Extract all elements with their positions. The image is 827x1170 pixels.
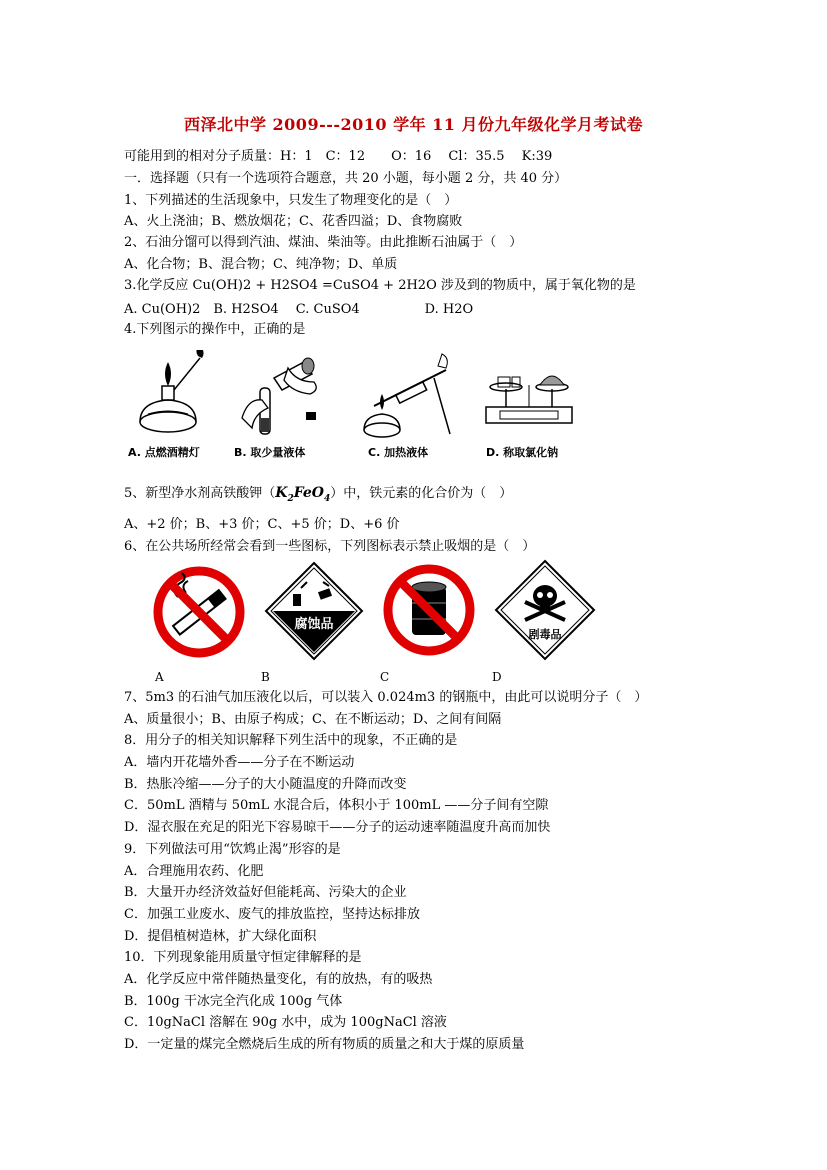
section-heading: 一．选择题（只有一个选项符合题意，共 20 小题，每小题 2 分，共 40 分） bbox=[124, 171, 568, 186]
question-4: 4.下列图示的操作中，正确的是 bbox=[124, 322, 306, 337]
corrosive-label: 腐蚀品 bbox=[294, 617, 334, 632]
question-9: 9．下列做法可用“饮鸩止渴”形容的是 bbox=[124, 842, 341, 857]
question-9-option-c: C．加强工业废水、废气的排放监控，坚持达标排放 bbox=[124, 907, 420, 922]
question-5 bbox=[124, 485, 512, 507]
sign-letter-a: A bbox=[155, 670, 164, 684]
question-10: 10．下列现象能用质量守恒定律解释的是 bbox=[124, 950, 362, 965]
formula-k2feo4: $K_2FeO_4$ bbox=[275, 485, 331, 504]
balance-scale-icon bbox=[480, 355, 580, 435]
toxic-label: 剧毒品 bbox=[528, 628, 562, 641]
question-10-option-b: B．100g 干冰完全汽化成 100g 气体 bbox=[124, 994, 343, 1009]
question-1: 1、下列描述的生活现象中，只发生了物理变化的是（ ） bbox=[124, 193, 458, 208]
question-1-options: A、火上浇油；B、燃放烟花；C、花香四溢；D、食物腐败 bbox=[124, 214, 463, 229]
question-7: 7、5m3 的石油气加压液化以后，可以装入 0.024m3 的钢瓶中，由此可以说明分子（ ） bbox=[124, 690, 648, 705]
question-2: 2、石油分馏可以得到汽油、煤油、柴油等。由此推断石油属于（ ） bbox=[124, 235, 523, 250]
caption-c: C. 加热液体 bbox=[368, 446, 429, 459]
question-8-option-c: C．50mL 酒精与 50mL 水混合后，体积小于 100mL ——分子间有空隙 bbox=[124, 798, 549, 813]
no-smoking-icon bbox=[150, 563, 248, 661]
caption-a: A. 点燃酒精灯 bbox=[128, 446, 200, 459]
caption-b: B. 取少量液体 bbox=[234, 446, 306, 459]
question-2-options: A、化合物；B、混合物；C、纯净物；D、单质 bbox=[124, 257, 398, 272]
question-8-option-a: A．墙内开花墙外香——分子在不断运动 bbox=[124, 755, 355, 770]
question-8-option-d: D．湿衣服在充足的阳光下容易晾干——分子的运动速率随温度升高而加快 bbox=[124, 820, 551, 835]
question-9-option-b: B．大量开办经济效益好但能耗高、污染大的企业 bbox=[124, 885, 407, 900]
page-title: 西泽北中学 2009---2010 学年 11 月份九年级化学月考试卷 bbox=[183, 115, 644, 134]
question-6: 6、在公共场所经常会看到一些图标，下列图标表示禁止吸烟的是（ ） bbox=[124, 539, 536, 554]
question-9-option-d: D．提倡植树造林，扩大绿化面积 bbox=[124, 929, 317, 944]
heating-test-tube-icon bbox=[354, 348, 464, 443]
question-3: 3.化学反应 Cu(OH)2 + H2SO4 =CuSO4 + 2H2O 涉及到的物质中，属于氧化物的是 bbox=[124, 278, 636, 293]
caption-d: D. 称取氯化钠 bbox=[486, 446, 559, 459]
question-7-options: A、质量很小；B、由原子构成；C、在不断运动；D、之间有间隔 bbox=[124, 712, 502, 727]
question-10-option-c: C．10gNaCl 溶解在 90g 水中，成为 100gNaCl 溶液 bbox=[124, 1015, 447, 1030]
question-10-option-d: D．一定量的煤完全燃烧后生成的所有物质的质量之和大于煤的原质量 bbox=[124, 1037, 525, 1052]
sign-letter-d: D bbox=[492, 670, 502, 684]
question-8-option-b: B．热胀冷缩——分子的大小随温度的升降而改变 bbox=[124, 777, 407, 792]
question-10-option-a: A．化学反应中常伴随热量变化，有的放热，有的吸热 bbox=[124, 972, 433, 987]
question-5-prefix: 5、新型净水剂高铁酸钾（ bbox=[124, 486, 276, 501]
question-8: 8．用分子的相关知识解释下列生活中的现象，不正确的是 bbox=[124, 733, 458, 748]
alcohol-lamp-icon bbox=[128, 350, 228, 440]
no-fuel-barrel-icon bbox=[380, 561, 478, 659]
sign-letter-c: C bbox=[380, 670, 390, 684]
question-5-suffix: ）中，铁元素的化合价为（ ） bbox=[330, 486, 513, 501]
sign-letter-b: B bbox=[261, 670, 270, 684]
question-5-options: A、+2 价；B、+3 价；C、+5 价；D、+6 价 bbox=[124, 517, 400, 532]
corrosive-icon bbox=[263, 560, 365, 662]
question-3-options: A. Cu(OH)2 B. H2SO4 C. CuSO4 D. H2O bbox=[124, 302, 474, 317]
molar-mass-note: 可能用到的相对分子质量：H：1 C：12 O：16 Cl：35.5 K:39 bbox=[124, 149, 553, 164]
question-9-option-a: A．合理施用农药、化肥 bbox=[124, 864, 264, 879]
toxic-icon bbox=[493, 558, 597, 662]
pouring-liquid-icon bbox=[234, 348, 329, 443]
